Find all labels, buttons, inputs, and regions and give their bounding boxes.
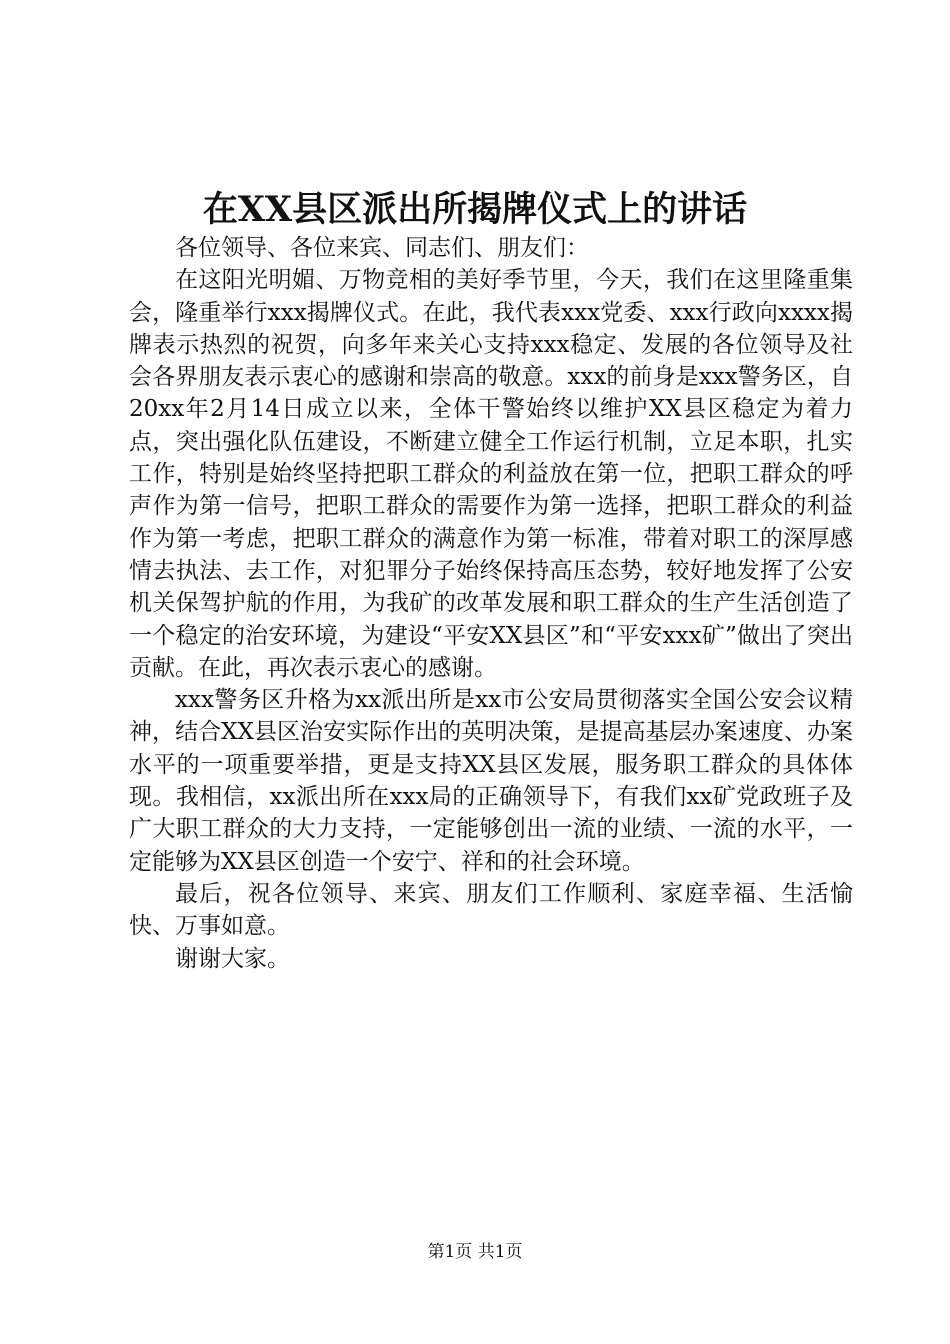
body-paragraph-3: 最后，祝各位领导、来宾、朋友们工作顺利、家庭幸福、生活愉快、万事如意。	[129, 880, 853, 940]
body-paragraph-1: 在这阳光明媚、万物竞相的美好季节里，今天，我们在这里隆重集会，隆重举行xxx揭牌仪式。在此，我代表xxx党委、xxx行政向xxxx揭牌表示热烈的祝贺，向多年来关心支持xxx稳定、发展的各位领导及社会各界朋友表示衷心的感谢和崇高的敬意。xxx的前身是xxx警务区，自20xx年2月14日成立以来，全体干警始终以维护XX县区稳定为着力点，突出强化队伍建设，不断建立健全工作运行机制，立足本职，扎实工作，特别是始终坚持把职工群众的利益放在第一位，把职工群众的呼声作为第一信号，把职工群众的需要作为第一选择，把职工群众的利益作为第一考虑，把职工群众的满意作为第一标准，带着对职工的深厚感情去执法、去工作，对犯罪分子始终保持高压态势，较好地发挥了公安机关保驾护航的作用，为我矿的改革发展和职工群众的生产生活创造了一个稳定的治安环境，为建设“平安XX县区”和“平安xxx矿”做出了突出贡献。在此，再次表示衷心的感谢。	[129, 267, 853, 681]
closing-paragraph: 谢谢大家。	[175, 945, 290, 972]
salutation-paragraph: 各位领导、各位来宾、同志们、朋友们：	[175, 235, 589, 261]
document-title: 在XX县区派出所揭牌仪式上的讲话	[202, 189, 748, 230]
document-body	[129, 232, 853, 975]
page-footer: 第1页 共1页	[427, 1242, 523, 1262]
body-paragraph-2: xxx警务区升格为xx派出所是xx市公安局贯彻落实全国公安会议精神，结合XX县区治安实际作出的英明决策，是提高基层办案速度、办案水平的一项重要举措，更是支持XX县区发展，服务职工群众的具体体现。我相信，xx派出所在xxx局的正确领导下，有我们xx矿党政班子及广大职工群众的大力支持，一定能够创出一流的业绩、一流的水平，一定能够为XX县区创造一个安宁、祥和的社会环境。	[129, 687, 853, 875]
